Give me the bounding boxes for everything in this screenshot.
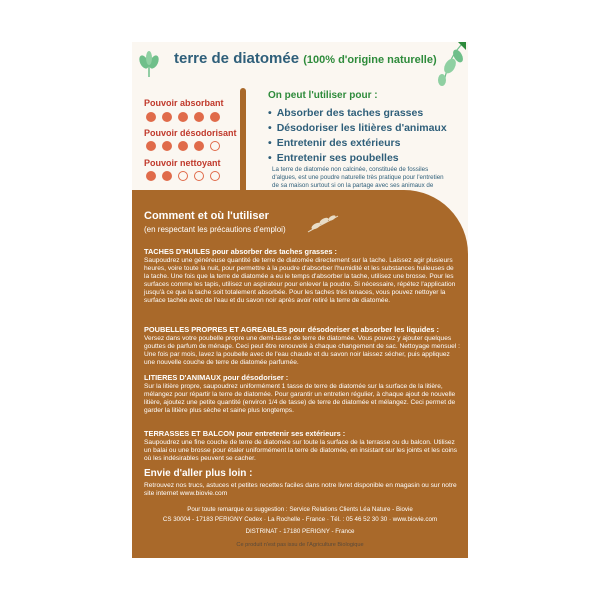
rating-dot	[146, 112, 156, 122]
list-item: • Entretenir des extérieurs	[268, 136, 447, 151]
section-heading-terrasses: TERRASSES ET BALCON pour entretenir ses extérieurs :	[144, 429, 346, 438]
section-text-poubelles: Versez dans votre poubelle propre une demi-tasse de terre de diatomée. Vous pouvez y ajouter quelques gouttes de parfum de ménage. Ceci peut être renouvelé à chaque changement de sac. Nettoyage mensuel : Une fois par mois, lavez la poubelle avec de l'eau chaude et du savon noir laissez sécher, puis appliquez une nouvelle couche de terre de diatomée parfumée.	[144, 335, 460, 366]
rating-dot	[210, 171, 220, 181]
divider-line	[240, 88, 246, 196]
rating-label-absorbant: Pouvoir absorbant	[144, 98, 224, 108]
leaf-sprig-icon	[138, 50, 160, 78]
footer-distributor: DISTRINAT - 17180 PERIGNY - France	[245, 528, 355, 535]
rating-dot	[146, 141, 156, 151]
section-text-terrasses: Saupoudrez une fine couche de terre de diatomée sur toute la surface de la terrasse ou du balcon. Utilisez un balai ou une brosse pour étaler uniformément la terre de diatomée, en insistant sur les joints et les coins où les indésirables peuvent se cacher.	[144, 439, 458, 462]
rating-dot	[178, 112, 188, 122]
rating-dot	[162, 141, 172, 151]
rating-dot	[194, 112, 204, 122]
label-card	[132, 42, 468, 558]
uses-list	[268, 106, 447, 166]
description-note: La terre de diatomée non calcinée, constituée de fossiles d'algues, est une poudre naturelle très pratique pour l'entretien de sa maison surtout si on la partage avec ses animaux de	[272, 166, 444, 189]
more-text: Retrouvez nos trucs, astuces et petites recettes faciles dans notre livret disponible en magasin ou sur notre site internet www.biovie.com	[144, 482, 457, 497]
footer-bio-notice: Ce produit n'est pas issu de l'Agriculture Biologique	[236, 542, 364, 548]
rating-dot	[146, 171, 156, 181]
list-item: • Entretenir ses poubelles	[268, 151, 447, 166]
rating-dots-desodorisant	[146, 141, 220, 151]
list-item: • Désodoriser les litières d'animaux	[268, 121, 447, 136]
footer-contact-line1: Pour toute remarque ou suggestion : Service Relations Clients Léa Nature - Biovie	[187, 506, 413, 513]
rating-dot	[210, 141, 220, 151]
rating-dot	[162, 112, 172, 122]
rating-label-nettoyant: Pouvoir nettoyant	[144, 158, 221, 168]
product-name: terre de diatomée	[174, 50, 300, 67]
rating-dot	[178, 171, 188, 181]
rating-dot	[178, 141, 188, 151]
footer-contact-line2: CS 30004 - 17183 PERIGNY Cedex · La Rochelle - France · Tél. : 05 46 52 30 30 · www.biovie.com	[162, 516, 438, 523]
rating-dot	[194, 141, 204, 151]
uses-title: On peut l'utiliser pour :	[268, 90, 378, 101]
more-title: Envie d'aller plus loin :	[144, 468, 253, 479]
howto-subtitle: (en respectant les précautions d'emploi)	[144, 225, 286, 234]
rating-label-desodorisant: Pouvoir désodorisant	[144, 128, 237, 138]
howto-title: Comment et où l'utiliser	[144, 210, 269, 222]
branch-leaves-icon	[414, 42, 466, 88]
rating-dot	[194, 171, 204, 181]
product-origin: (100% d'origine naturelle)	[303, 54, 437, 66]
rating-dots-nettoyant	[146, 171, 220, 181]
list-item: • Absorber des taches grasses	[268, 106, 447, 121]
section-heading-taches: TACHES D'HUILES pour absorber des taches grasses :	[144, 247, 338, 256]
section-heading-litieres: LITIERES D'ANIMAUX pour désodoriser :	[144, 373, 289, 382]
rating-dot	[162, 171, 172, 181]
rating-dot	[210, 112, 220, 122]
section-text-taches: Saupoudrez une généreuse quantité de terre de diatomée directement sur la tache. Laissez agir plusieurs heures, voire toute la nuit, pour permettre à la poudre d'absorber l'humidité et les substances huileuses de la tache. Une fois que la terre de diatomée a eu le temps d'absorber la tache, utilisez une brosse. Pour les surfaces comme les tapis, utilisez un aspirateur pour enlever la poudre. Si nécessaire, répétez l'application jusqu'à ce que la tache soit totalement absorbée. Pour les taches très tenaces, vous pouvez nettoyer la surface tachée avec de l'eau et du savon noir après avoir retiré la terre de diatomée.	[144, 257, 456, 304]
section-text-litieres: Sur la litière propre, saupoudrez uniformément 1 tasse de terre de diatomée sur la surface de la litière, mélangez pour répartir la terre de diatomée. Pour garantir un entretien régulier, à chaque ajout de nouvelle litière, ajoutez une petite quantité (environ 1/4 de tasse) de terre de diatomée et mélangez. Ceci permet de garder la litière plus sèche et saine plus longtemps.	[144, 383, 456, 414]
section-heading-poubelles: POUBELLES PROPRES ET AGREABLES pour désodoriser et absorber les liquides :	[144, 325, 439, 334]
product-title	[174, 50, 437, 67]
rating-dots-absorbant	[146, 112, 220, 122]
